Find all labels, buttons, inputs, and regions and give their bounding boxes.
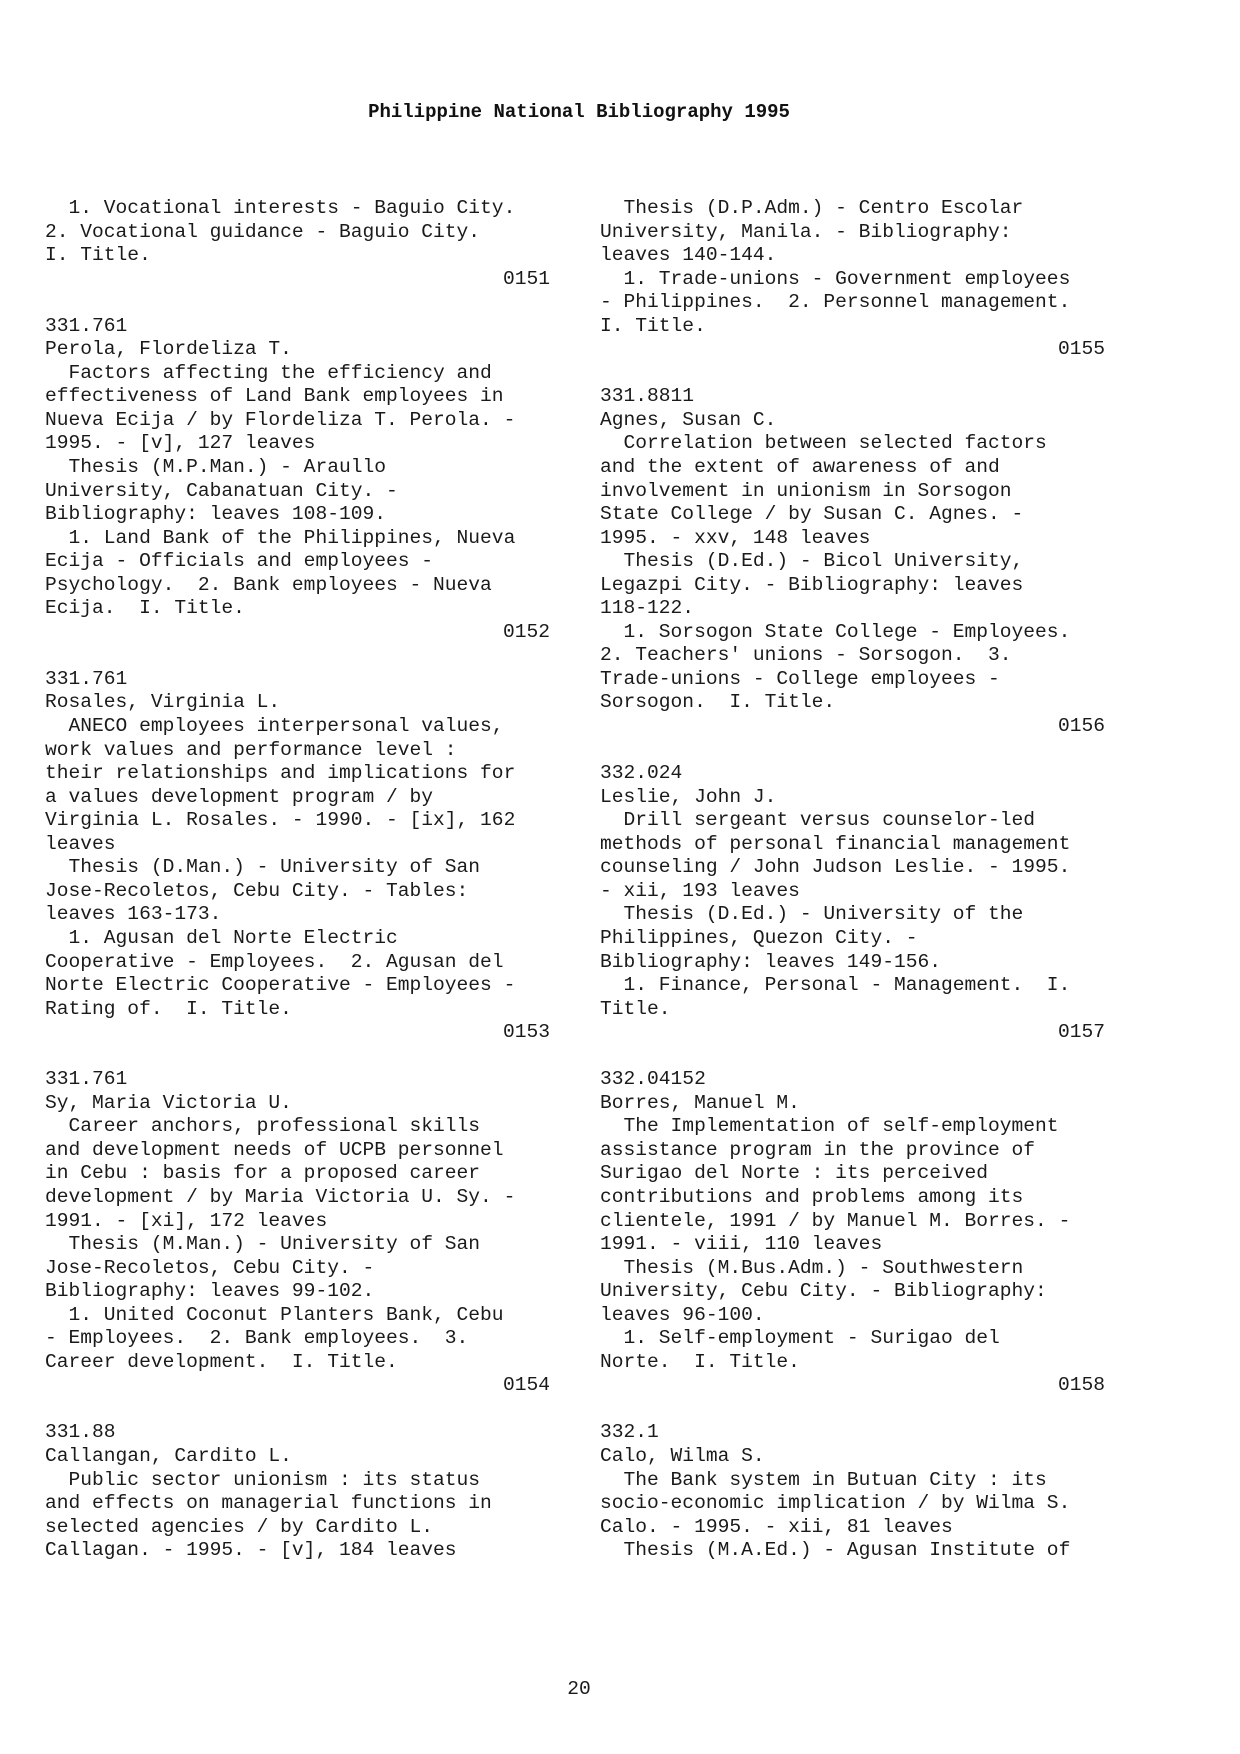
entry-line: and development needs of UCPB personnel — [45, 1138, 504, 1161]
entry-line: 2. Vocational guidance - Baguio City. — [45, 220, 481, 243]
entry-line: Psychology. 2. Bank employees - Nueva — [45, 573, 492, 596]
entry-line: 1. Vocational interests - Baguio City. — [45, 197, 516, 219]
entry-line: Norte Electric Cooperative - Employees - — [45, 974, 516, 997]
entry-line: The Implementation of self-employment — [600, 1115, 1059, 1138]
entry-line: Ecija - Officials and employees - — [45, 550, 434, 573]
record-number: 0157 — [1057, 1021, 1105, 1044]
entry-line: a values development program / by — [45, 785, 434, 808]
entry-line: Virginia L. Rosales. - 1990. - [ix], 162 — [45, 809, 516, 832]
entry-line: Agnes, Susan C. — [600, 408, 777, 431]
blank-line — [45, 644, 550, 668]
entry-line: Title. — [600, 997, 671, 1020]
entry-line: 331.8811 — [600, 385, 695, 408]
entry-line: Public sector unionism : its status — [45, 1468, 481, 1491]
entry-line: clientele, 1991 / by Manuel M. Borres. - — [600, 1209, 1071, 1232]
entry-line: 331.761 — [45, 314, 128, 337]
entry-line: Trade-unions - College employees - — [600, 667, 1000, 690]
record-number: 0158 — [1057, 1374, 1105, 1397]
page-number: 20 — [567, 1678, 591, 1700]
blank-line — [600, 1398, 1105, 1422]
entry-line: Factors affecting the efficiency and — [45, 361, 492, 384]
blank-line — [45, 1045, 550, 1069]
entry-line: Nueva Ecija / by Flordeliza T. Perola. - — [45, 408, 516, 431]
entry-line: University, Cabanatuan City. - — [45, 479, 398, 502]
entry-line: effectiveness of Land Bank employees in — [45, 385, 504, 408]
blank-line — [600, 739, 1105, 763]
blank-line — [600, 362, 1105, 386]
entry-line: Career anchors, professional skills — [45, 1115, 481, 1138]
entry-line: 118-122. — [600, 597, 695, 620]
blank-line — [45, 1398, 550, 1422]
entry-line: 1995. - [v], 127 leaves — [45, 432, 316, 455]
entry-line: Ecija. I. Title. — [45, 597, 245, 620]
entry-line: development / by Maria Victoria U. Sy. - — [45, 1185, 516, 1208]
record-number: 0155 — [1057, 338, 1105, 361]
entry-line: leaves — [45, 832, 116, 855]
entry-line: Calo. - 1995. - xii, 81 leaves — [600, 1515, 953, 1538]
entry-line: Thesis (D.P.Adm.) - Centro Escolar — [600, 197, 1024, 219]
entry-line: Jose-Recoletos, Cebu City. - Tables: — [45, 879, 469, 902]
entry-line: selected agencies / by Cardito L. — [45, 1515, 434, 1538]
entry-line: Leslie, John J. — [600, 785, 777, 808]
entry-line: Cooperative - Employees. 2. Agusan del — [45, 950, 504, 973]
entry-line: and the extent of awareness of and — [600, 456, 1000, 479]
entry-line: University, Cebu City. - Bibliography: — [600, 1280, 1047, 1303]
page-title: Philippine National Bibliography 1995 — [368, 101, 790, 123]
entry-line: Sorsogon. I. Title. — [600, 691, 836, 714]
entry-line: - Employees. 2. Bank employees. 3. — [45, 1327, 469, 1350]
left-column — [45, 197, 550, 1563]
entry-line: in Cebu : basis for a proposed career — [45, 1162, 481, 1185]
entry-line: methods of personal financial management — [600, 832, 1071, 855]
entry-line: leaves 140-144. — [600, 244, 777, 267]
entry-line: Correlation between selected factors — [600, 432, 1047, 455]
entry-line: 332.024 — [600, 762, 683, 785]
entry-line: Legazpi City. - Bibliography: leaves — [600, 573, 1024, 596]
entry-line: Callangan, Cardito L. — [45, 1444, 292, 1467]
entry-line: Perola, Flordeliza T. — [45, 338, 292, 361]
entry-line: 1991. - viii, 110 leaves — [600, 1233, 883, 1256]
entry-line: 332.04152 — [600, 1068, 706, 1091]
entry-line: ANECO employees interpersonal values, — [45, 715, 504, 738]
entry-line: 1. Trade-unions - Government employees — [600, 267, 1071, 290]
record-number: 0154 — [502, 1374, 550, 1397]
entry-line: Bibliography: leaves 149-156. — [600, 950, 941, 973]
blank-line — [45, 291, 550, 315]
entry-line: Sy, Maria Victoria U. — [45, 1091, 292, 1114]
record-number: 0156 — [1057, 715, 1105, 738]
entry-line: leaves 96-100. — [600, 1303, 765, 1326]
entry-line: 1. Finance, Personal - Management. I. — [600, 974, 1071, 997]
entry-line: Jose-Recoletos, Cebu City. - — [45, 1256, 375, 1279]
entry-line: 1. Land Bank of the Philippines, Nueva — [45, 526, 516, 549]
entry-line: Career development. I. Title. — [45, 1350, 398, 1373]
entry-line: and effects on managerial functions in — [45, 1492, 492, 1515]
entry-line: Thesis (M.P.Man.) - Araullo — [45, 456, 386, 479]
entry-line: Thesis (D.Man.) - University of San — [45, 856, 481, 879]
entry-line: State College / by Susan C. Agnes. - — [600, 503, 1024, 526]
entry-line: contributions and problems among its — [600, 1185, 1024, 1208]
record-number: 0151 — [502, 267, 550, 290]
entry-line: assistance program in the province of — [600, 1138, 1036, 1161]
entry-line: Thesis (M.Man.) - University of San — [45, 1233, 481, 1256]
entry-line: 331.761 — [45, 1068, 128, 1091]
entry-line: 1. Self-employment - Surigao del — [600, 1327, 1000, 1350]
entry-line: 1995. - xxv, 148 leaves — [600, 526, 871, 549]
entry-line: Thesis (M.Bus.Adm.) - Southwestern — [600, 1256, 1024, 1279]
entry-line: socio-economic implication / by Wilma S. — [600, 1492, 1071, 1515]
entry-line: work values and performance level : — [45, 738, 457, 761]
entry-line: 1991. - [xi], 172 leaves — [45, 1209, 328, 1232]
entry-line: 2. Teachers' unions - Sorsogon. 3. — [600, 644, 1012, 667]
entry-line: Rosales, Virginia L. — [45, 691, 281, 714]
entry-line: Borres, Manuel M. — [600, 1091, 800, 1114]
entry-line: Thesis (D.Ed.) - Bicol University, — [600, 550, 1024, 573]
entry-line: - xii, 193 leaves — [600, 879, 800, 902]
entry-line: Calo, Wilma S. — [600, 1444, 765, 1467]
entry-line: leaves 163-173. — [45, 903, 222, 926]
entry-line: Bibliography: leaves 108-109. — [45, 503, 386, 526]
record-number: 0153 — [502, 1021, 550, 1044]
entry-line: Callagan. - 1995. - [v], 184 leaves — [45, 1539, 457, 1562]
entry-line: 1. United Coconut Planters Bank, Cebu — [45, 1303, 504, 1326]
entry-line: Bibliography: leaves 99-102. — [45, 1280, 375, 1303]
right-column — [600, 197, 1105, 1563]
entry-line: I. Title. — [600, 314, 706, 337]
entry-line: 1. Agusan del Norte Electric — [45, 926, 398, 949]
entry-line: involvement in unionism in Sorsogon — [600, 479, 1012, 502]
entry-line: Thesis (M.A.Ed.) - Agusan Institute of — [600, 1539, 1071, 1562]
entry-line: Philippines, Quezon City. - — [600, 926, 918, 949]
entry-line: their relationships and implications for — [45, 762, 516, 785]
record-number: 0152 — [502, 620, 550, 643]
entry-line: Norte. I. Title. — [600, 1350, 800, 1373]
entry-line: Surigao del Norte : its perceived — [600, 1162, 989, 1185]
entry-line: 331.761 — [45, 667, 128, 690]
entry-line: 1. Sorsogon State College - Employees. — [600, 620, 1071, 643]
entry-line: Drill sergeant versus counselor-led — [600, 809, 1036, 832]
blank-line — [600, 1045, 1105, 1069]
entry-line: The Bank system in Butuan City : its — [600, 1468, 1047, 1491]
entry-line: Thesis (D.Ed.) - University of the — [600, 903, 1024, 926]
entry-line: Rating of. I. Title. — [45, 997, 292, 1020]
entry-line: I. Title. — [45, 244, 151, 267]
entry-line: 332.1 — [600, 1421, 659, 1444]
entry-line: 331.88 — [45, 1421, 116, 1444]
entry-line: - Philippines. 2. Personnel management. — [600, 291, 1071, 314]
entry-line: University, Manila. - Bibliography: — [600, 220, 1012, 243]
entry-line: counseling / John Judson Leslie. - 1995. — [600, 856, 1071, 879]
